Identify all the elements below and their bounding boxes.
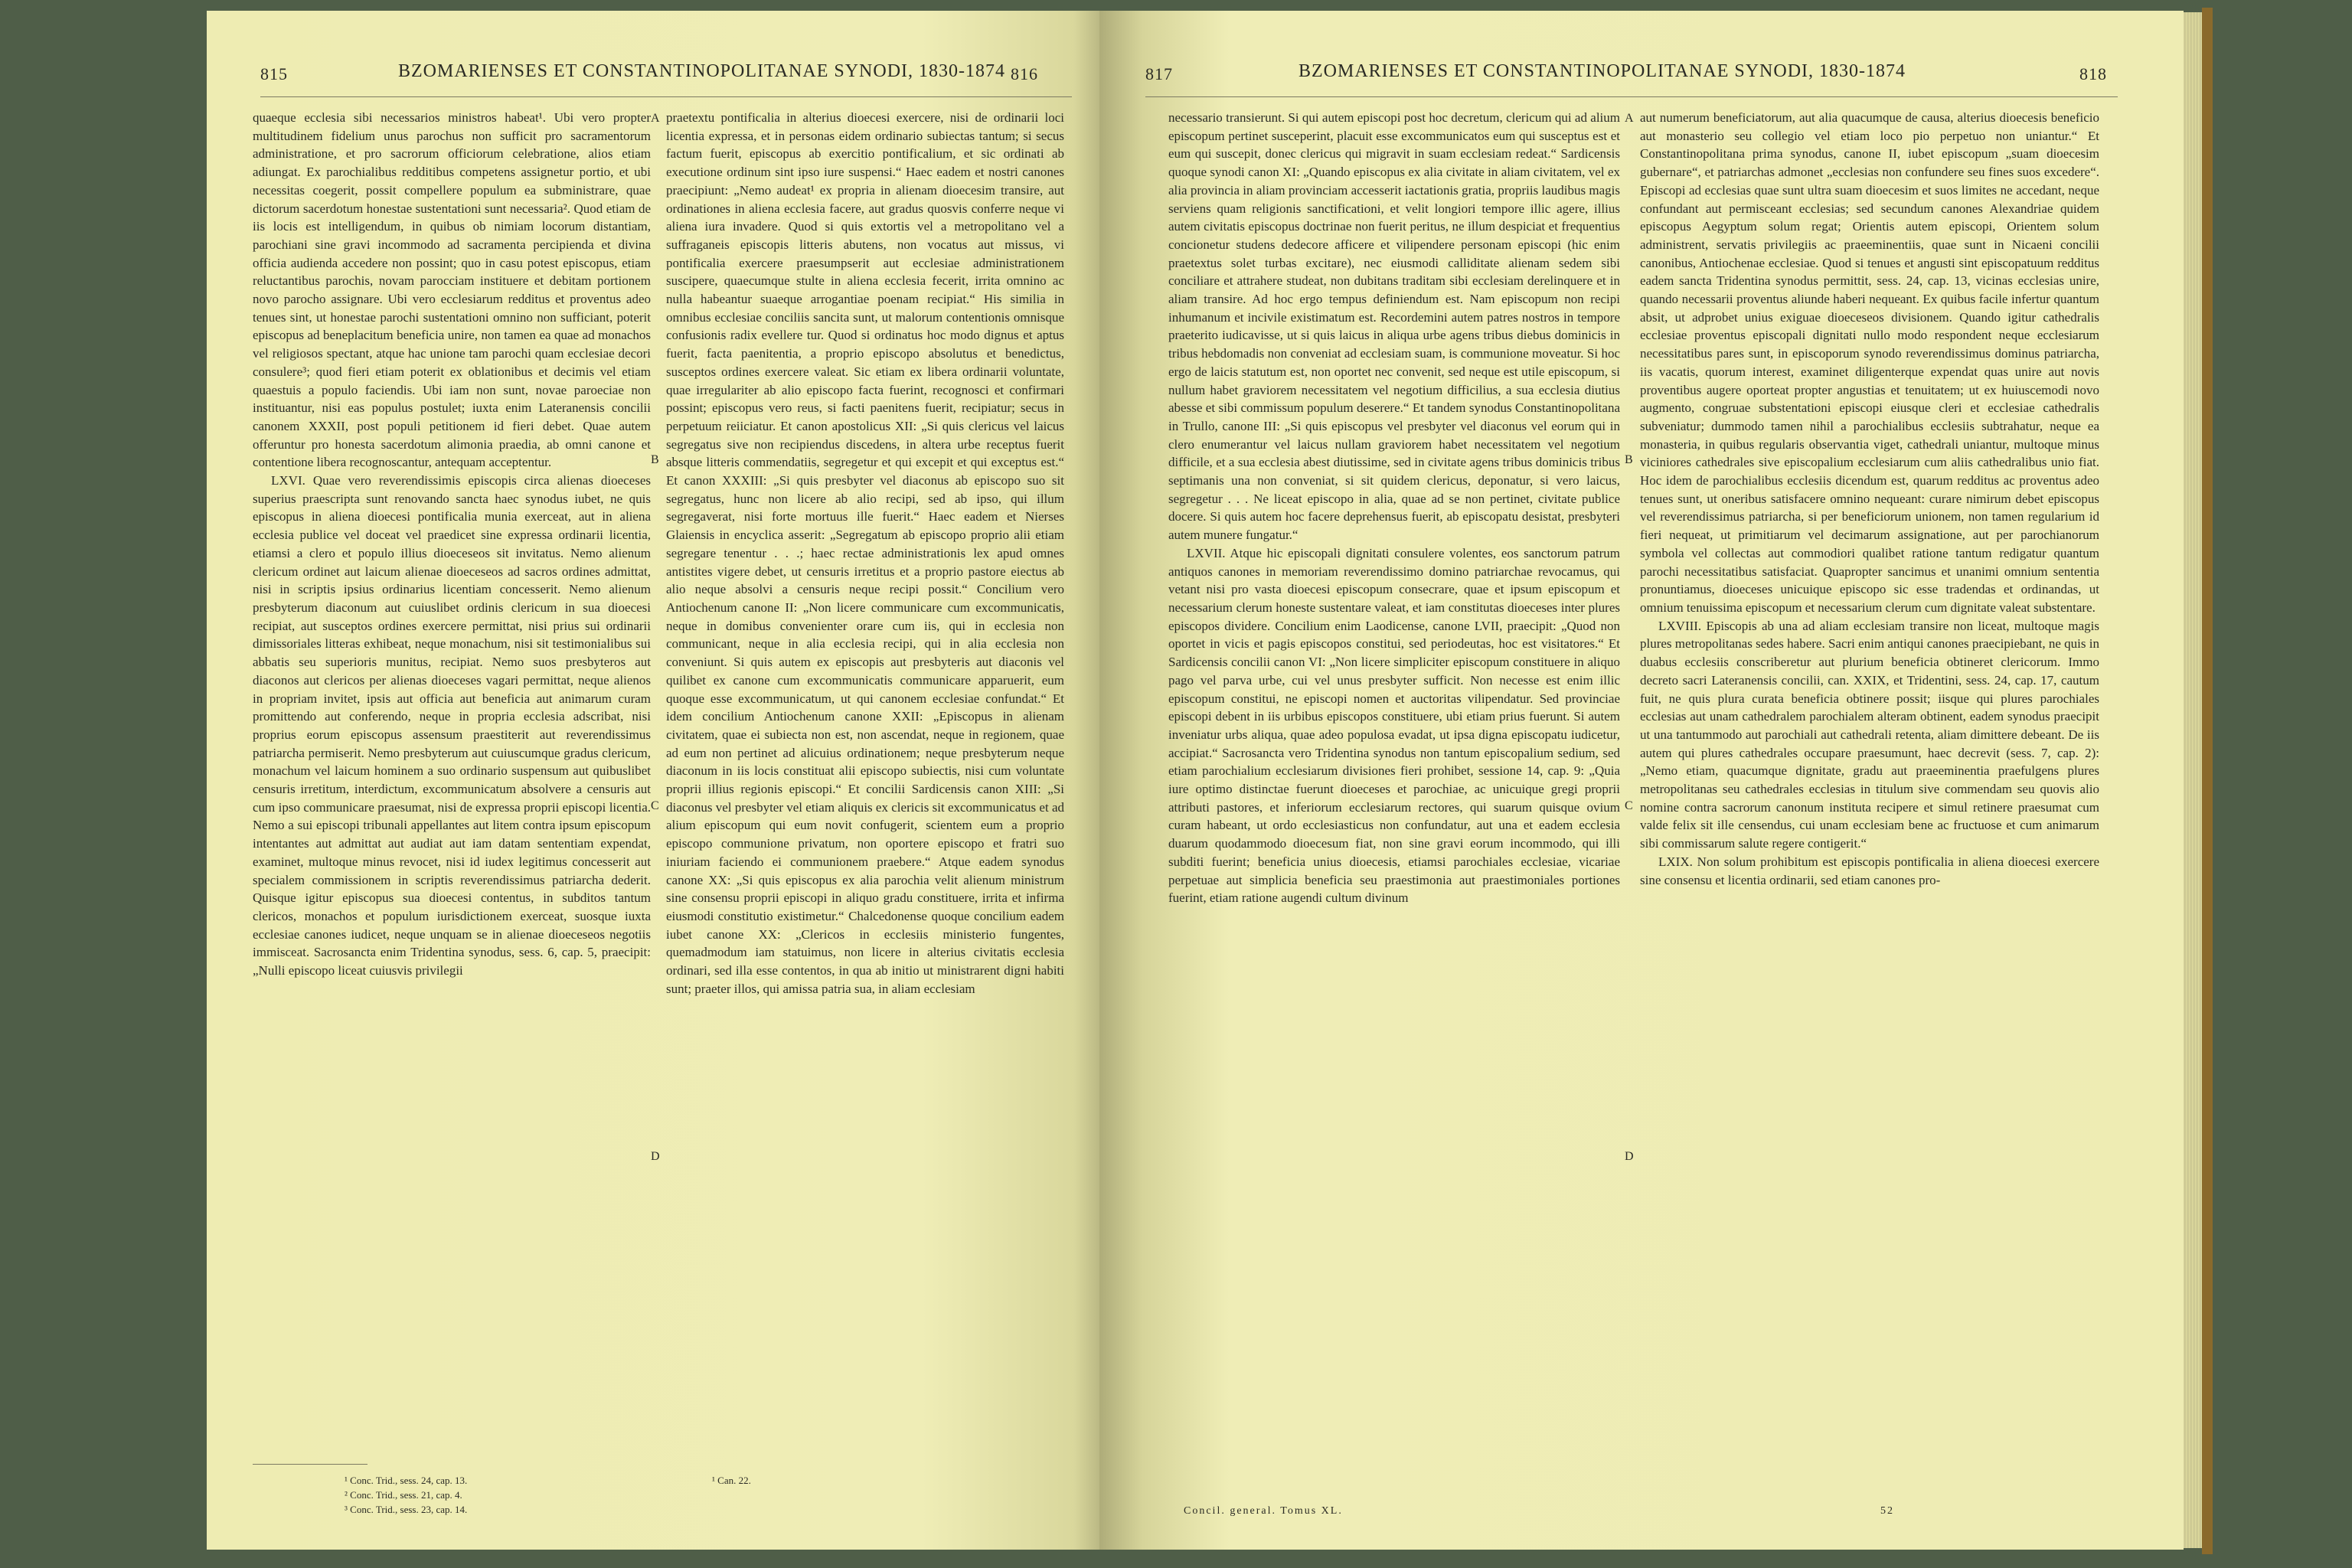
footnotes-right bbox=[712, 1473, 942, 1488]
paragraph: LXVI. Quae vero reverendissimis episcopis circa alienas dioeceses superius praescripta sunt renovando sancta haec synodus iubet, ne quis episcopus in aliena dioecesi pontificalia munia exerceat, aut in aliena ecclesia publice vel doceat vel praedicet sine expressa ordinarii licentia, etiamsi a clero et populo illius dioeceseos sit invitatus. Nemo alienum clericum ordinet aut laicum alienae dioeceseos ad sacros ordines admittat, nisi in scriptis ipsius ordinarius licentiam concesserit. Nemo alienum presbyterum diaconum aut cuiuslibet ordinis clericum in sua dioecesi recipiat, aut susceptos ordines exercere permittat, nisi prius sui ordinarii dimissoriales litteras exhibeat, neque monachum, nisi sit testimonialibus sui abbatis seu superioris munitus, recipiat. Nemo suos presbyteros aut diaconos aut clericos per alienas dioeceses vagari permittat, neque alienos in propriam invitet, ipsis aut officia aut beneficia aut animarum curam promittendo aut conferendo, neque in propria ecclesia adscribat, nisi proprius eorum episcopus assensum praestiterit aut reverendissimus patriarcha permiserit. Nemo presbyterum aut cuiuscumque gradus clericum, monachum vel laicum hominem a suo ordinario suspensum aut quibuslibet censuris irretitum, interdictum, excommunicatum absolvere a censuris aut cum ipso communicare praesumat, nisi de expressa proprii episcopi licentia. Nemo a sui episcopi tribunali appellantes aut litem contra ipsum episcopum intentantes aut admittat aut audiat aut iam datam sententiam expendat, examinet, multoque minus revocet, nisi id iudex legitimus concesserit aut specialem commissionem in scriptis reverendissimus patriarcha dederit. Quisque igitur episcopus sua dioecesi contentus, in subditos tantum clericos, monachos et populum iurisdictionem exerceat, suosque iuxta ecclesiae canones iudicet, neque unquam se in alienae dioeceseos negotiis immisceat. Sacrosancta enim Tridentina synodus, sess. 6, cap. 5, praecipit: „Nulli episcopo liceat cuiusvis privilegii bbox=[253, 473, 651, 978]
paragraph: necessario transierunt. Si qui autem episcopi post hoc decretum, clericum qui ad alium episcopum pertinet susceperint, placuit esse excommunicatos eum qui susceptus est et eum qui suscepit, donec clericus qui migravit in suam ecclesiam redeat.“ Sardicensis quoque synodi canon XI: „Quando episcopus ex alia civitate in aliam civitatem, vel ex alia provincia in aliam provinciam accesserit iactationis gratia, propriis laudibus magis serviens quam religionis sanctificationi, et velit longiori tempore illic agere, illius autem civitatis episcopus doctrinae non fuerit peritus, ne illum despiciat et frequentius concionetur studens dedecore afficere et vilipendere personam episcopi (hic enim praetextus solet turbas excitare), nec eiusmodi calliditate alienam sedem sibi conciliare et attrahere studeat, non dubitans traditam sibi ecclesiam derelinquere et in aliam transire. Ad hoc ergo tempus definiendum est. Nam episcopum non recipi inhumanum et incivile existimatum est. Recordemini autem patres nostros in tempore praeterito iudicavisse, ut si quis laicus in aliqua urbe agens tribus diebus dominicis in tribus hebdomadis non conveniat ad ecclesiam suam, is communione moveatur. Si hoc ergo de laicis statutum est, non oportet nec convenit, sed neque est utile episcopum, si nullum habet graviorem necessitatem vel negotium difficilius, a sua ecclesia diutius abesse et sibi commissum populum deserere.“ Et tandem synodus Constantinopolitana in Trullo, canone III: „Si quis episcopus vel presbyter vel diaconus vel eorum qui in clero enumerantur vel laicus nullam graviorem habet necessitatem vel negotium difficile, et a sua ecclesia abest diutissime, sed in civitate agens tribus dominicis tribus septimanis una non conveniat, si sit quidem clericus, deponatur, si vero laicus, segregetur . . . Ne liceat episcopo in alia, quae ad se non pertinet, civitate publice docere. Si quis autem hoc facere deprehensus fuerit, ab episcopatu desistat, presbyteri autem munere fungatur.“ bbox=[1168, 110, 1620, 543]
page-block-edge bbox=[2184, 12, 2202, 1548]
footnote: ² Conc. Trid., sess. 21, cap. 4. bbox=[345, 1489, 462, 1501]
margin-marker-a: A bbox=[1625, 112, 1634, 125]
signature-number: 52 bbox=[1880, 1505, 1894, 1517]
page-number-817: 817 bbox=[1145, 64, 1173, 83]
footnote: ¹ Can. 22. bbox=[712, 1475, 751, 1486]
margin-marker-d: D bbox=[651, 1150, 660, 1163]
margin-marker-a: A bbox=[651, 112, 660, 125]
paragraph: aut numerum beneficiatorum, aut alia quacumque de causa, alterius dioecesis beneficio aut monasterio seu collegio vel etiam loco pio perpetuo non uniantur.“ Et Constantinopolitana prima synodus, canone II, iubet episcopum „suam dioecesim gubernare“, et patriarchas admonet „ecclesias non confundere seu fines suos excedere“. Episcopi ad ecclesias quae sunt ultra suam dioecesim et suos limites ne accedant, neque confundant aut permisceant ecclesias; sed secundum canones Alexandriae quidem episcopus Aegyptum solum regat; Orientis autem episcopi, Orientem solum administrent, servatis privilegiis ac praeeminentiis, quae sunt in Nicaeni concilii canonibus, Antiochenae ecclesiae. Quod si tenues et angusti sint episcopatuum redditus eadem sancta Tridentina synodus permittit, sess. 24, cap. 13, vicinas ecclesias unire, quando necessarii proventus aliunde haberi nequeant. Ex quibus facile infertur quantum absit, ut adprobet unius exiguae dioeceseos divisionem. Quando igitur cathedralis ecclesiae proventus episcopali dignitati nullo modo respondent neque ecclesiarum necessitatibus pares sunt, in episcoporum synodo reverendissimus dominus patriarcha, iis vacatis, quorum interest, examinet diligenterque expendat quas unire aut novis proventibus augere oporteat propter angustias et tenuitatem; ut ex huiuscemodi novo augmento, congruae substentationi episcopi eiusque cleri et ecclesiae cathedralis subveniatur; dummodo tamen nihil a parochialibus ecclesiis subtrahatur, neque ea monasteria, in quibus regularis observantia viget, cathedrali uniantur, multoque minus viciniores cathedrales sive episcopalium ecclesiarum cum aliis cathedralibus unio fiat. Hoc idem de parochialibus ecclesiis dicendum est, quarum redditus ac proventus adeo tenues sunt, ut oneribus satisfacere omnino nequeant: curare nimirum debet episcopus vel reverendissimus patriarcha, si per beneficiorum unionem, non tamen regularium id fieri nequeat, ut primitiarum vel decimarum assignatione, aut per parochianorum symbola vel collectas aut commodiori qualibet ratione tantum redigatur quantum parochi necessitatibus satisfaciat. Quapropter sancimus et unanimi omnium sententia pronuntiamus, dioeceses unicuique episcopo sic esse tradendas et ordinandas, ut omnium tenuissima episcopum et necessarium clerum cum dignitate valeat substentare. bbox=[1640, 110, 2099, 615]
book-cover-edge bbox=[2202, 8, 2213, 1554]
page-number-815: 815 bbox=[260, 64, 288, 83]
margin-marker-d: D bbox=[1625, 1150, 1634, 1163]
margin-marker-b: B bbox=[1625, 453, 1633, 466]
right-column-text bbox=[666, 109, 1064, 1472]
header-rule bbox=[1145, 96, 2118, 97]
right-page bbox=[1099, 11, 2184, 1550]
footnote: ³ Conc. Trid., sess. 23, cap. 14. bbox=[345, 1504, 468, 1515]
left-column-text bbox=[1168, 109, 1620, 1494]
page-number-818: 818 bbox=[2079, 64, 2107, 83]
paragraph: praetextu pontificalia in alterius dioecesi exercere, nisi de ordinarii loci licentia expressa, et in personas eidem ordinario subiectas tantum; si secus factum fuerit, episcopus ab exercitio pontificalium, et sic ordinati ab executione ordinum sint ipso iure suspensi.“ Haec eadem et nostri canones praecipiunt: „Nemo audeat¹ ex propria in alienam dioecesim transire, aut ordinationes in aliena ecclesia facere, aut gradus quosvis conferre neque vi aliena iura invadere. Quod si quis extortis vel a metropolitano vel a suffraganeis episcopis litteris abutens, non vocatus aut missus, vi pontificalia exercere praesumpserit aut ecclesiae administrationem suscipere, quaecumque stulte in aliena ecclesia fecerit, irrita omnino ac nulla habeantur suaeque arrogantiae poenam recipiat.“ His similia in omnibus ecclesiae conciliis sancita sunt, ut malorum contentionis omnisque confusionis radix evellere tur. Quod si ordinatus hoc modo dignus et aptus fuerit, facta paenitentia, a proprio episcopo absolutus et benedictus, susceptos ordines exercere valeat. Sic etiam ex libera ordinarii voluntate, quae irregulariter ab alio episcopo facta fuerint, recognosci et confirmari possint; episcopus vero reus, si facti paenitens fuerit, recipiatur; secus in perpetuum reiiciatur. Et canon apostolicus XII: „Si quis clericus vel laicus segregatus sive non recipiendus discedens, in altera urbe receptus fuerit absque litteris commendatiis, segregetur et qui excepit et qui exceptus est.“ Et canon XXXIII: „Si quis presbyter vel diaconus ab episcopo suo sit segregatus, hunc non licere ab alio recipi, sed ab ipso, qui illum segregaverat, nisi forte mortuus ille fuerit.“ Haec eadem et Nierses Glaiensis in encyclica asserit: „Segregatum ab episcopo proprio alii etiam segregare tenentur . . .; haec rectae administrationis lex apud omnes antistites vigere debet, ut censuris irretitus et a proprio pastore eiectus ab alio neque absolvi a censuris neque recipi possit.“ Concilium vero Antiochenum canone II: „Non licere communicare cum excommunicatis, neque in domibus convenienter orare cum iis, qui in ecclesia non communicant, neque in alia ecclesia recipi, qui in alia ecclesia non conveniunt. Si quis autem ex episcopis aut presbyteris aut diaconis vel quilibet ex canone cum excommunicatis communicare apparuerit, eum quoque esse excommunicatum, ut qui canonem ecclesiae confundat.“ Et idem concilium Antiochenum canone XXII: „Episcopus in alienam civitatem, quae ei subiecta non est, non ascendat, neque in regionem, quae ad eum non pertinet ad alicuius ordinationem; neque presbyterum neque diaconum in iis locis constituat alii episcopo subiectis, nisi cum voluntate proprii illius regionis episcopi.“ Et concilii Sardicensis canon XIII: „Si diaconus vel presbyter vel etiam aliquis ex clericis sit excommunicatus et ad alium episcopum qui eum novit confugerit, scientem eum a proprio episcopo communione privatum, non oportere episcopo et fratri suo iniuriam faciendo ei communionem praebere.“ Atque eadem synodus canone XX: „Si quis episcopus ex alia parochia velit alienum ministrum sine consensu proprii episcopi in aliquo gradu constituere, irrita et infirma eiusmodi constitutio existimetur.“ Chalcedonense quoque concilium eadem iubet canone XX: „Clericos in ecclesiis ministerio fungentes, quemadmodum iam statuimus, non licere in alterius civitatis ecclesia ordinari, sed illa esse contentos, in qua ab initio ut ministrarent digni habiti sunt; praeter illos, qui amissa patria sua, in aliam ecclesiam bbox=[666, 110, 1064, 996]
margin-marker-b: B bbox=[651, 453, 659, 466]
footnote: ¹ Conc. Trid., sess. 24, cap. 13. bbox=[345, 1475, 468, 1486]
paragraph: quaeque ecclesia sibi necessarios ministros habeat¹. Ubi vero propter multitudinem fidelium unus parochus non sufficit pro sacramentorum administratione, et pro sacrorum officiorum celebratione, alios etiam adiungat. Ex parochialibus redditibus competens assignetur portio, et ubi necessitas coegerit, possit compellere populum ea subministrare, quae dictorum sacerdotum honestae sustentationi sunt necessaria². Quod etiam de iis locis est intelligendum, in quibus ob nimiam locorum distantiam, parochiani sine gravi incommodo ad sacramenta percipienda et divina officia audienda accedere non possint; quo in casu potest episcopus, etiam reluctantibus parochis, novam parocciam instituere et debitam portionem novo parocho assignare. Ubi vero ecclesiarum redditus et proventus adeo tenues sint, ut honestae parochi sustentationi omnino non sufficiant, poterit episcopus ad beneplacitum beneficia unire, non tamen ea quae ad monachos vel religiosos spectant, atque hac unione tam parochi quam ecclesiae decori consulere³; quod fieri etiam poterit ex oblationibus et decimis vel etiam quaestuis a populo faciendis. Ubi iam non sunt, novae paroeciae non instituantur, nisi eas populus postulet; iuxta enim Lateranensis concilii canonem XXXII, post populi petitionem id fieri debet. Quae autem offeruntur pro honesta sacerdotum alimonia praedia, ab omni canone et contentione libera recognoscantur, antequam acceptentur. bbox=[253, 110, 651, 470]
margin-marker-c: C bbox=[1625, 799, 1633, 812]
left-column-text bbox=[253, 109, 651, 1433]
running-title: BZOMARIENSES ET CONSTANTINOPOLITANAE SYNODI, 1830-1874 bbox=[398, 61, 1006, 81]
paragraph: LXIX. Non solum prohibitum est episcopis pontificalia in aliena dioecesi exercere sine consensu et licentia ordinarii, sed etiam canones pro- bbox=[1640, 854, 2099, 887]
margin-marker-c: C bbox=[651, 799, 659, 812]
header-rule bbox=[260, 96, 1072, 97]
page-number-816: 816 bbox=[1011, 64, 1038, 83]
printer-signature: Concil. general. Tomus XL. bbox=[1184, 1505, 1343, 1517]
right-column-text bbox=[1640, 109, 2099, 1494]
running-title: BZOMARIENSES ET CONSTANTINOPOLITANAE SYNODI, 1830-1874 bbox=[1298, 61, 1906, 81]
footnotes-left bbox=[345, 1473, 635, 1517]
footnote-rule bbox=[253, 1464, 368, 1465]
paragraph: LXVII. Atque hic episcopali dignitati consulere volentes, eos sanctorum patrum antiquos canones in memoriam reverendissimo domino patriarchae revocamus, qui vetant nisi pro vasta dioecesi episcopum consecrare, quae et ipsum episcopum et necessarium clerum honeste sustentare valeat, et iam constitutas dioeceses inter plures episcopos dividere. Concilium enim Laodicense, canone LVII, praecipit: „Quod non oportet in vicis et pagis episcopos constitui, sed periodeutas, hoc est visitatores.“ Et Sardicensis concilii canon VI: „Non licere simpliciter episcopum constituere in aliquo pago vel parva urbe, cui vel unus presbyter sufficit. Non necesse est enim illic episcopum constitui, ne episcopi nomen et auctoritas vilipendatur. Sed provinciae episcopi debent in iis urbibus episcopos constituere, ubi etiam prius fuerunt. Si autem inveniatur urbs aliqua, quae adeo populosa evadat, ut ipsa digna episcopatu iudicetur, accipiat.“ Sacrosancta vero Tridentina synodus non tantum episcopalium sedium, sed etiam parochialium ecclesiarum divisiones fieri prohibet, sessione 14, cap. 9: „Quia iure optimo distinctae fuerunt dioeceses et parochiae, ac unicuique gregi proprii attributi pastores, et inferiorum ecclesiarum rectores, qui suarum quisque ovium curam habeant, ut ordo ecclesiasticus non confundatur, aut una et eadem ecclesia duarum quodammodo dioecesum fiat, non sine gravi eorum incommodo, qui illi subditi fuerint; beneficia unius dioecesis, etiamsi parochiales ecclesiae, vicariae perpetuae aut simplicia beneficia seu praestimonia aut praestimoniales portiones fuerint, etiam ratione augendi cultum divinum bbox=[1168, 545, 1620, 906]
left-page bbox=[207, 11, 1101, 1550]
paragraph: LXVIII. Episcopis ab una ad aliam ecclesiam transire non liceat, multoque magis plures metropolitanas sedes habere. Sacri enim antiqui canones praecipiebant, ne quis in duabus ecclesiis conscriberetur aut plurium beneficia obtineret clericorum. Immo decreto sacri Lateranensis concilii, can. XXIX, et Tridentini, sess. 24, cap. 17, cautum fuit, ne quis plura curata beneficia obtinere possit; iisque qui plures parochiales ecclesias aut unam cathedralem parochialem alteram obtinent, eadem synodus praecipit ut una tantummodo aut parochiali aut cathedrali retenta, aliam dimittere debeant. De iis autem qui plures cathedrales occupare praesumunt, haec decrevit (sess. 7, cap. 2): „Nemo etiam, quacumque dignitate, gradu aut praeeminentia praefulgens plures metropolitanas seu cathedrales ecclesias in titulum sive commendam seu quovis alio nomine contra sacrorum canonum instituta recipere et simul retinere praesumat cum valde felix sit ille censendus, cui unam ecclesiam bene ac fructuose et cum animarum sibi commissarum salute regere contigerit.“ bbox=[1640, 618, 2099, 851]
